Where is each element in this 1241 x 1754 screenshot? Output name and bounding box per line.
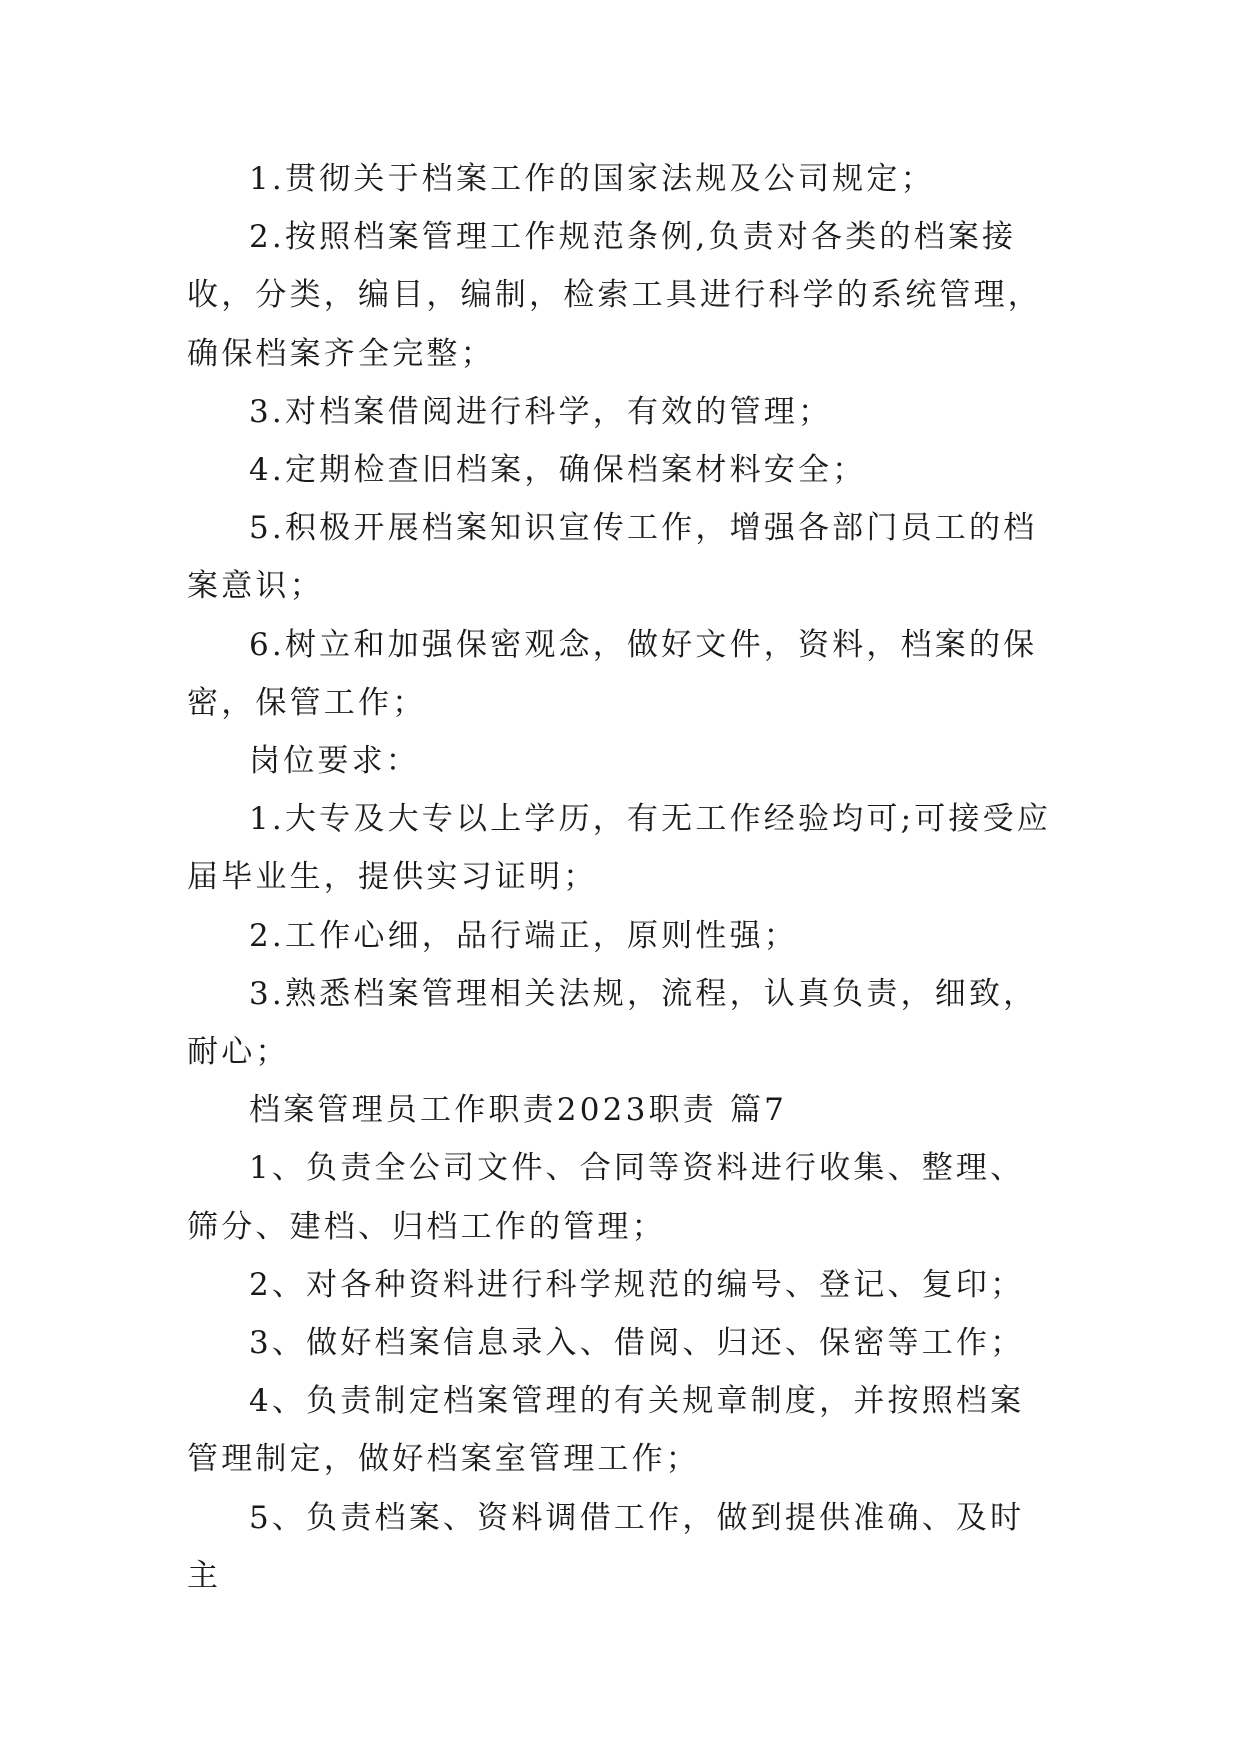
paragraph-part7-5: 5、负责档案、资料调借工作，做到提供准确、及时主 [187,1499,1025,1594]
paragraph-part7-1: 1、负责全公司文件、合同等资料进行收集、整理、筛分、建档、归档工作的管理； [187,1150,1025,1245]
paragraph-duty-1: 1.贯彻关于档案工作的国家法规及公司规定； [249,161,935,197]
paragraph-requirement-2: 2.工作心细，品行端正，原则性强； [249,917,798,954]
paragraph-part7-3: 3、做好档案信息录入、借阅、归还、保密等工作； [249,1325,1025,1362]
section-heading-requirements: 岗位要求： [249,743,420,780]
paragraph-duty-3: 3.对档案借阅进行科学，有效的管理； [249,393,833,430]
section-heading-part-7: 档案管理员工作职责2023职责 篇7 [249,1092,788,1129]
paragraph-part7-2: 2、对各种资料进行科学规范的编号、登记、复印； [249,1266,1025,1303]
paragraph-requirement-3: 3.熟悉档案管理相关法规，流程，认真负责，细致，耐心； [187,975,1038,1071]
paragraph-duty-4: 4.定期检查旧档案，确保档案材料安全； [249,452,867,489]
paragraph-requirement-1: 1.大专及大专以上学历，有无工作经验均可;可接受应届毕业生，提供实习证明； [187,801,1052,896]
paragraph-duty-2: 2.按照档案管理工作规范条例,负责对各类的档案接收，分类，编目，编制，检索工具进行科学的系统管理，确保档案齐全完整； [187,219,1042,372]
paragraph-duty-6: 6.树立和加强保密观念，做好文件，资料，档案的保密，保管工作； [187,626,1038,721]
document-body [187,150,1057,1605]
paragraph-part7-4: 4、负责制定档案管理的有关规章制度，并按照档案管理制定，做好档案室管理工作； [187,1383,1025,1478]
paragraph-duty-5: 5.积极开展档案知识宣传工作，增强各部门员工的档案意识； [187,510,1038,605]
